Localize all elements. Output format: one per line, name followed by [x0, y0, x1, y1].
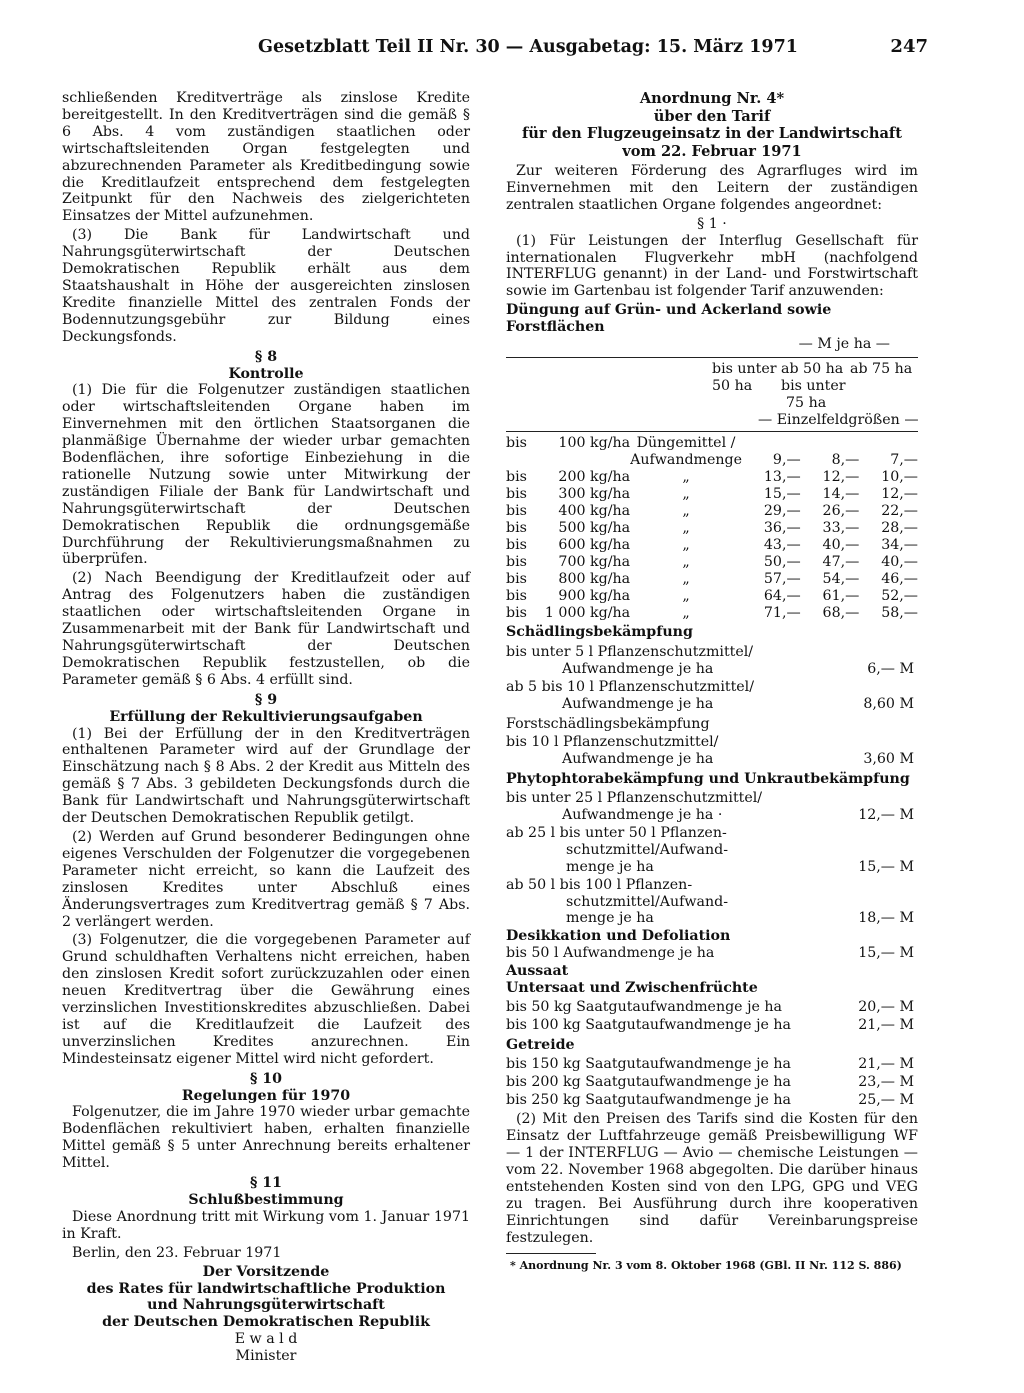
place-date: Berlin, den 23. Februar 1971 [72, 1244, 282, 1261]
item-price: 15,— M [858, 858, 914, 875]
row-limit: bis [506, 502, 527, 519]
section-number: § 1 · [697, 215, 727, 232]
table-row [506, 520, 918, 537]
table-rule [506, 357, 918, 358]
row-label: „ [682, 604, 690, 621]
table-row [506, 486, 918, 503]
item-text: schutzmittel/Aufwand- [566, 841, 729, 858]
row-limit: bis [506, 485, 527, 502]
category-heading: Untersaat und Zwischenfrüchte [506, 980, 758, 997]
right-column [506, 90, 918, 1275]
item-text: bis 150 kg Saatgutaufwandmenge je ha [506, 1055, 791, 1072]
row-value: 52,— [881, 587, 918, 604]
row-value: 71,— [763, 604, 801, 621]
row-amount: 200 kg/ha [558, 468, 631, 485]
paragraph: (1) Bei der Erfüllung der in den Kreditverträgen enthaltenen Parameter wird auf der Grundlage der Einschätzung nach § 8 Abs. 2 der Kredit aus Mitteln des gemäß § 7 Abs. 3 gebildeten Deckungsfonds durch die Bank für Landwirtschaft und Nahrungsgüterwirtschaft der Deutschen Demokratischen Republik getilgt. [62, 725, 470, 827]
item-text: bis 50 l Aufwandmenge je ha [506, 945, 715, 962]
signatory-name: E w a l d [234, 1331, 298, 1348]
column-header: 50 ha [712, 377, 753, 394]
section-title: Schlußbestimmung [188, 1192, 344, 1208]
left-column [62, 90, 470, 1365]
row-amount: 300 kg/ha [558, 485, 631, 502]
paragraph: (3) Folgenutzer, die die vorgegebenen Parameter auf Grund schuldhaften Verhaltens nicht erreichen, haben den zinslosen Kredit sofort zurückzuzahlen oder einen neuen Kreditvertrag über die Gewährung eines verzinslichen Investitionskredites abzuschließen. Dabei ist auf die Kreditlaufzeit die Laufzeit des unverzinslichen Kredites anzurechnen. Ein Mindesteinsatz eigener Mittel wird nicht gefordert. [62, 932, 470, 1067]
category-heading: Schädlingsbekämpfung [506, 623, 693, 640]
row-label: „ [682, 485, 690, 502]
list-item [506, 1092, 918, 1109]
row-value [742, 435, 801, 452]
category-heading: Aussaat [506, 963, 569, 980]
column-header: ab 75 ha [850, 360, 913, 377]
table-rule [506, 431, 918, 432]
column-header: ab 50 ha [781, 360, 844, 377]
section-number: § 11 [249, 1175, 283, 1192]
section-title: Kontrolle [228, 365, 304, 382]
item-text: menge je ha [566, 910, 654, 927]
list-item [506, 999, 918, 1016]
row-limit: bis [506, 587, 527, 604]
row-value: 58,— [881, 604, 918, 621]
paragraph: schließenden Kreditverträge als zinslose Kredite bereitgestellt. In den Kreditverträgen sind die gemäß § 6 Abs. 4 vom zuständigen staatlichen oder wirtschaftsleitenden Organ festgelegten und abzurechnenden Parameter als Kreditbedingung sowie die Kreditlaufzeit entsprechend dem festgelegten Zeitpunkt für den Nachweis des zielgerichteten Einsatzes der Mittel aufzunehmen. [62, 90, 470, 225]
item-price: 15,— M [858, 945, 914, 962]
item-text: ab 50 l bis 100 l Pflanzen- [506, 876, 693, 893]
table-row [506, 554, 918, 571]
item-text: bis 200 kg Saatgutaufwandmenge je ha [506, 1073, 791, 1090]
row-limit: bis [506, 570, 527, 587]
table-row [506, 537, 918, 554]
table-row [506, 503, 918, 520]
section-number: § 9 [254, 691, 278, 708]
item-text: schutzmittel/Aufwand- [566, 893, 729, 910]
paragraph: (2) Nach Beendigung der Kreditlaufzeit oder auf Antrag des Folgenutzers haben die zuständigen staatlichen oder wirtschaftsleitenden Organe in Zusammenarbeit mit der Bank für Landwirtschaft und Nahrungsgüterwirtschaft der Deutschen Demokratischen Republik festzustellen, ob die Parameter gemäß § 6 Abs. 4 erfüllt sind. [62, 570, 470, 688]
row-value: 36,— [763, 519, 801, 536]
row-amount: 600 kg/ha [558, 536, 631, 553]
row-value: 22,— [881, 502, 918, 519]
signature-line: und Nahrungsgüterwirtschaft [147, 1297, 385, 1314]
row-value [801, 435, 860, 452]
column-header: 75 ha [786, 394, 827, 411]
table-row [506, 605, 918, 622]
item-text: Aufwandmenge je ha [562, 695, 714, 712]
running-header: Gesetzblatt Teil II Nr. 30 — Ausgabetag: 15. März 1971 [258, 37, 798, 57]
item-price: 20,— M [858, 999, 914, 1015]
ordinance-title: für den Flugzeugeinsatz in der Landwirtschaft [522, 125, 902, 142]
row-value: 33,— [822, 519, 860, 536]
column-header: bis unter [781, 377, 846, 394]
item-text: bis 250 kg Saatgutaufwandmenge je ha [506, 1091, 791, 1108]
signatory-role: Minister [235, 1348, 297, 1365]
row-label: „ [682, 587, 690, 604]
signature-line: des Rates für landwirtschaftliche Produktion [86, 1280, 446, 1297]
item-text: bis unter 5 l Pflanzenschutzmittel/ [506, 643, 754, 660]
category-heading: Desikkation und Defoliation [506, 928, 731, 945]
ordinance-date: vom 22. Februar 1971 [622, 142, 802, 160]
row-amount: 800 kg/ha [558, 570, 631, 587]
row-value: 46,— [881, 570, 918, 587]
item-price: 6,— M [867, 660, 914, 677]
item-text: Aufwandmenge je ha [562, 660, 714, 677]
tariff-table [506, 435, 918, 622]
row-amount: 900 kg/ha [558, 587, 631, 604]
row-label: „ [682, 570, 690, 587]
paragraph: (1) Für Leistungen der Interflug Gesellschaft für internationalen Flugverkehr mbH (nachfolgend INTERFLUG genannt) in der Land- und Forstwirtschaft sowie im Gartenbau ist folgender Tarif anzuwenden: [506, 232, 918, 300]
category-heading: Phytophtorabekämpfung und Unkrautbekämpfung [506, 771, 910, 788]
table-title: Düngung auf Grün- und Ackerland sowie Forstflächen [506, 302, 832, 336]
item-text: bis 50 kg Saatgutaufwandmenge je ha [506, 999, 782, 1015]
item-price: 25,— M [858, 1091, 914, 1108]
item-price: 21,— M [858, 1055, 914, 1072]
row-amount [545, 452, 630, 469]
row-value: 40,— [822, 536, 860, 553]
section-number: § 8 [254, 348, 278, 365]
column-header: bis unter [712, 360, 777, 377]
table-row [506, 452, 918, 469]
category-heading: Getreide [506, 1036, 575, 1053]
row-label: „ [682, 536, 690, 553]
row-amount: 1 000 kg/ha [544, 604, 631, 621]
row-value: 8,— [831, 451, 860, 468]
section-number: § 10 [249, 1070, 283, 1087]
item-price: 12,— M [858, 807, 914, 824]
page-number: 247 [890, 36, 928, 57]
list-item [506, 825, 918, 876]
row-value: 15,— [763, 485, 801, 502]
list-item [506, 945, 918, 962]
paragraph: (2) Mit den Preisen des Tarifs sind die Kosten für den Einsatz der Luftfahrzeuge gemäß Preisbewilligung WF — 1 der INTERFLUG — Avio — chemische Leistungen — vom 22. November 1968 abgegolten. Die darüber hinaus entstehenden Kosten sind von den LPG, GPG und VEG zu tragen. Bei Ausführung durch ihre kooperativen Einrichtungen sind dafür Vereinbarungspreise festzulegen. [506, 1111, 918, 1246]
row-label: Düngemittel / [636, 434, 736, 451]
table-row [506, 571, 918, 588]
ordinance-title: über den Tarif [653, 107, 771, 125]
row-value: 57,— [763, 570, 801, 587]
list-item [506, 734, 918, 768]
row-value: 12,— [822, 468, 860, 485]
row-label: „ [682, 502, 690, 519]
row-value: 14,— [822, 485, 860, 502]
list-item [506, 679, 918, 713]
row-value: 10,— [881, 468, 918, 485]
item-text: bis 100 kg Saatgutaufwandmenge je ha [506, 1016, 791, 1033]
row-value: 9,— [772, 451, 801, 468]
paragraph: Diese Anordnung tritt mit Wirkung vom 1. Januar 1971 in Kraft. [62, 1208, 470, 1242]
footnote-rule [506, 1253, 596, 1254]
row-value: 13,— [763, 468, 801, 485]
list-item [506, 1017, 918, 1034]
row-value [859, 435, 918, 452]
item-price: 21,— M [858, 1016, 914, 1033]
category-heading: Forstschädlingsbekämpfung [506, 715, 710, 732]
signature-line: Der Vorsitzende [202, 1263, 330, 1280]
row-label: „ [682, 468, 690, 485]
item-price: 23,— M [858, 1073, 914, 1090]
row-value: 64,— [763, 587, 801, 604]
item-text: Aufwandmenge je ha [562, 751, 714, 768]
list-item [506, 877, 918, 928]
row-value: 43,— [763, 536, 801, 553]
row-limit: bis [506, 468, 527, 485]
paragraph: (3) Die Bank für Landwirtschaft und Nahrungsgüterwirtschaft der Deutschen Demokratischen Republik erhält aus dem Staatshaushalt in Höhe der ausgereichten zinslosen Kredite finanzielle Mittel des zentralen Fonds der Bodennutzungsgebühr zur Bildung eines Deckungsfonds. [62, 227, 470, 345]
row-limit: bis [506, 604, 527, 621]
row-value: 12,— [881, 485, 918, 502]
table-row [506, 588, 918, 605]
row-value: 7,— [890, 451, 918, 468]
row-value: 68,— [822, 604, 860, 621]
row-value: 26,— [822, 502, 860, 519]
row-limit: bis [506, 553, 527, 570]
row-value: 28,— [881, 519, 918, 536]
page-header [258, 34, 928, 64]
row-value: 61,— [822, 587, 860, 604]
row-value: 29,— [763, 502, 801, 519]
list-item [506, 644, 918, 678]
footnote: * Anordnung Nr. 3 vom 8. Oktober 1968 (GBl. II Nr. 112 S. 886) [510, 1258, 902, 1272]
row-limit: bis [506, 434, 527, 451]
list-item [506, 1056, 918, 1073]
item-text: Aufwandmenge je ha · [562, 807, 723, 824]
list-item [506, 1074, 918, 1091]
list-item [506, 790, 918, 824]
row-limit: bis [506, 536, 527, 553]
item-text: ab 5 bis 10 l Pflanzenschutzmittel/ [506, 678, 755, 695]
table-header [506, 361, 918, 429]
row-value: 50,— [763, 553, 801, 570]
row-value: 54,— [822, 570, 860, 587]
item-price: 3,60 M [863, 751, 914, 768]
row-amount: 700 kg/ha [558, 553, 631, 570]
table-row [506, 435, 918, 452]
row-value: 34,— [881, 536, 918, 553]
item-text: bis unter 25 l Pflanzenschutzmittel/ [506, 790, 763, 807]
row-amount: 500 kg/ha [558, 519, 631, 536]
paragraph: (1) Die für die Folgenutzer zuständigen staatlichen oder wirtschaftsleitenden Organe haben im Einvernehmen mit den örtlichen Staatsorganen die planmäßige Übernahme der wieder urbar gemachten Bodenflächen, ihre sofortige Einbeziehung in die rationelle Nutzung sowie unter Mitwirkung der zuständigen Filiale der Bank für Landwirtschaft und Nahrungsgüterwirtschaft der Deutschen Demokratischen Republik die ordnungsgemäße Durchführung der Rekultivierungsmaßnahmen zu überprüfen. [62, 382, 470, 568]
row-value: 47,— [822, 553, 860, 570]
row-label: „ [682, 553, 690, 570]
item-price: 8,60 M [863, 695, 914, 712]
table-row [506, 469, 918, 486]
row-label: „ [682, 519, 690, 536]
item-text: ab 25 l bis unter 50 l Pflanzen- [506, 824, 727, 841]
section-title: Regelungen für 1970 [181, 1087, 351, 1104]
row-amount: 100 kg/ha [558, 434, 631, 451]
row-limit: bis [506, 519, 527, 536]
table-unit: — M je ha — [798, 336, 890, 353]
item-text: bis 10 l Pflanzenschutzmittel/ [506, 734, 719, 751]
paragraph: (2) Werden auf Grund besonderer Bedingungen ohne eigenes Verschulden der Folgenutzer die vorgegebenen Parameter nicht erreicht, so kann die Laufzeit des zinslosen Kredites unter Abschluß eines Änderungsvertrages zum Kreditvertrag gemäß § 7 Abs. 2 verlängert werden. [62, 828, 470, 930]
paragraph: Folgenutzer, die im Jahre 1970 wieder urbar gemachte Bodenflächen rekultiviert haben, erhalten finanzielle Mittel gemäß § 5 unter Anrechnung bereits erhaltener Mittel. [62, 1104, 470, 1172]
item-price: 18,— M [858, 910, 914, 927]
row-value: 40,— [881, 553, 918, 570]
row-amount: 400 kg/ha [558, 502, 631, 519]
row-label: Aufwandmenge [630, 451, 742, 468]
signature-line: der Deutschen Demokratischen Republik [102, 1314, 430, 1331]
section-title: Erfüllung der Rekultivierungsaufgaben [109, 708, 423, 725]
ordinance-title: Anordnung Nr. 4* [639, 90, 785, 107]
column-note: — Einzelfeldgrößen — [758, 411, 919, 428]
paragraph: Zur weiteren Förderung des Agrarfluges wird im Einvernehmen mit den Leitern der zuständigen zentralen staatlichen Organe folgendes angeordnet: [506, 163, 918, 213]
row-limit [506, 452, 545, 469]
item-text: menge je ha [566, 858, 654, 875]
